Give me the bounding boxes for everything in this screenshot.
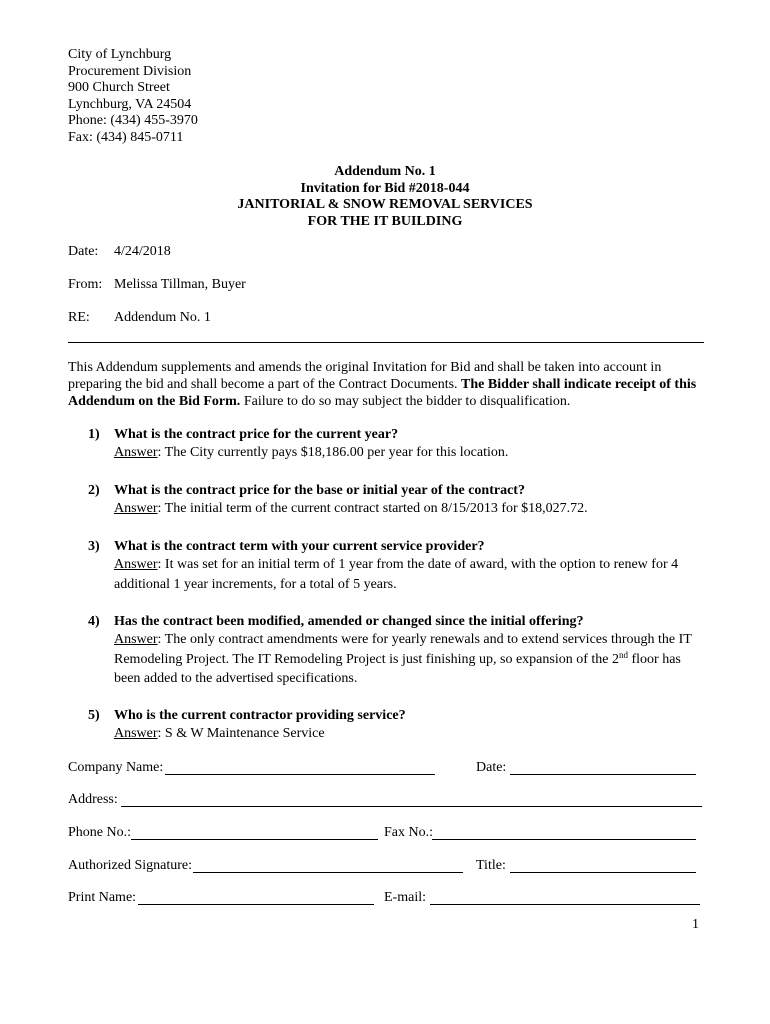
intro-text-1: This Addendum supplements and amends the original Invitation for Bid and shall be taken into account in preparing the bid and shall become a part of the Contract Documents. <box>68 360 662 392</box>
question-number: 3) <box>88 539 100 554</box>
question-text: What is the contract term with your current service provider? <box>114 539 485 554</box>
document-heading <box>68 163 702 229</box>
intro-paragraph <box>68 359 704 410</box>
address-label: Address: <box>68 792 118 807</box>
sender-fax: Fax: (434) 845-0711 <box>68 129 184 145</box>
date-label: Date: <box>68 244 99 259</box>
heading-services: JANITORIAL & SNOW REMOVAL SERVICES <box>237 197 533 213</box>
answer-label: Answer <box>114 557 158 572</box>
answer-body: : The City currently pays $18,186.00 per year for this location. <box>157 445 509 460</box>
address-field[interactable] <box>121 806 702 807</box>
answer-label: Answer <box>114 726 158 741</box>
page-number: 1 <box>692 917 699 932</box>
answer-text <box>114 443 704 463</box>
question-number: 5) <box>88 708 100 723</box>
from-label: From: <box>68 277 103 292</box>
answer-text <box>114 630 704 689</box>
fax-label: Fax No.: <box>384 825 433 840</box>
question-number: 4) <box>88 614 100 629</box>
question-text: What is the contract price for the current year? <box>114 427 399 442</box>
email-field[interactable] <box>430 904 700 905</box>
re-label: RE: <box>68 310 90 325</box>
heading-bid-number: Invitation for Bid #2018-044 <box>300 180 470 196</box>
sender-address <box>68 46 198 146</box>
date-field-label: Date: <box>476 760 507 775</box>
phone-label: Phone No.: <box>68 825 131 840</box>
company-name-field[interactable] <box>165 774 435 775</box>
company-name-label: Company Name: <box>68 760 164 775</box>
heading-building: FOR THE IT BUILDING <box>307 213 463 229</box>
answer-text <box>114 724 704 744</box>
sender-org: City of Lynchburg <box>68 47 172 62</box>
signature-field[interactable] <box>193 872 463 873</box>
date-field[interactable] <box>510 774 696 775</box>
header-divider <box>68 342 704 343</box>
answer-body: : The only contract amendments were for yearly renewals and to extend services through the IT Remodeling Project. The IT Remodeling Project is just finishing up, so expansion of the 2 <box>114 632 692 667</box>
question-number: 2) <box>88 483 100 498</box>
sender-street: 900 Church Street <box>68 80 170 96</box>
intro-bold-text: The Bidder shall indicate receipt of this Addendum on the Bid Form. <box>68 377 697 409</box>
answer-body: : It was set for an initial term of 1 year from the date of award, with the option to renew for 4 additional 1 year increments, for a total of 5 years. <box>114 557 679 592</box>
title-label: Title: <box>476 858 506 873</box>
intro-text-2: Failure to do so may subject the bidder to disqualification. <box>240 394 571 409</box>
title-field[interactable] <box>510 872 696 873</box>
question-text: Who is the current contractor providing service? <box>114 708 406 723</box>
answer-body: : The initial term of the current contract started on 8/15/2013 for $18,027.72. <box>157 501 588 516</box>
question-number: 1) <box>88 427 100 442</box>
sender-city: Lynchburg, VA 24504 <box>68 96 192 112</box>
ordinal-suffix: nd <box>618 649 628 660</box>
question-text: Has the contract been modified, amended or changed since the initial offering? <box>114 614 584 629</box>
signature-label: Authorized Signature: <box>68 858 193 873</box>
date-value: 4/24/2018 <box>114 244 171 259</box>
answer-text <box>114 499 704 519</box>
answer-text <box>114 555 704 594</box>
answer-label: Answer <box>114 445 158 460</box>
re-value: Addendum No. 1 <box>114 310 211 325</box>
print-name-label: Print Name: <box>68 890 137 905</box>
answer-label: Answer <box>114 632 158 647</box>
print-name-field[interactable] <box>138 904 374 905</box>
answer-label: Answer <box>114 501 158 516</box>
question-text: What is the contract price for the base or initial year of the contract? <box>114 483 525 498</box>
fax-field[interactable] <box>432 839 696 840</box>
sender-division: Procurement Division <box>68 63 192 79</box>
heading-addendum: Addendum No. 1 <box>334 164 436 179</box>
sender-phone: Phone: (434) 455-3970 <box>68 113 198 129</box>
from-value: Melissa Tillman, Buyer <box>114 277 246 292</box>
answer-body: : S & W Maintenance Service <box>157 726 325 741</box>
answer-body-cont: floor has been added to the advertised specifications. <box>114 651 681 686</box>
email-label: E-mail: <box>384 890 426 905</box>
phone-field[interactable] <box>131 839 378 840</box>
